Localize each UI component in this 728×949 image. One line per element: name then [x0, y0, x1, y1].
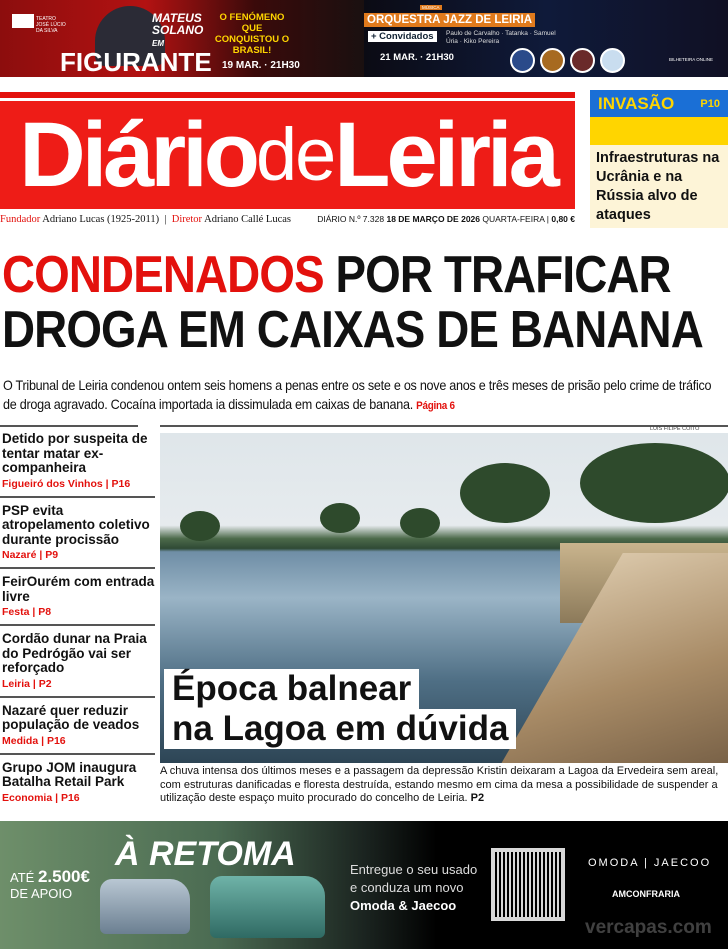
ad-copy-2: e conduza um novo: [350, 880, 464, 895]
brief-tag: Economia | P16: [2, 791, 80, 804]
photo-title-line2: na Lagoa em dúvida: [164, 709, 516, 749]
musician-photo: [540, 48, 565, 73]
jazz-category: MÚSICA: [422, 5, 440, 10]
brief-tag: Figueiró dos Vinhos | P16: [2, 477, 131, 490]
tree: [460, 463, 550, 523]
lagoon-photo[interactable]: [160, 433, 728, 763]
price: 0,80 €: [551, 214, 575, 224]
ad-headline: À RETOMA: [115, 835, 296, 873]
ad-brand-line: Omoda & Jaecoo: [350, 898, 457, 913]
weekday: QUARTA-FEIRA: [482, 214, 545, 224]
teaser-text: Infraestruturas na Ucrânia e na Rússia alvo de ataques: [596, 150, 720, 223]
car-image: [100, 879, 190, 934]
ad-figurante[interactable]: [0, 0, 364, 77]
show-date: 19 MAR. · 21H30: [222, 60, 300, 71]
brief-item[interactable]: [0, 432, 155, 498]
ad-omoda-jaecoo[interactable]: [0, 821, 728, 949]
logo-leiria: Leiria: [334, 104, 556, 206]
tree: [320, 503, 360, 533]
tree: [580, 443, 728, 523]
founder-label: Fundador: [0, 214, 41, 225]
dealer-logo: AMCONFRARIA: [612, 889, 680, 899]
newspaper-logo[interactable]: [0, 101, 575, 209]
show-title: FIGURANTE: [60, 47, 212, 77]
divider: [160, 425, 728, 427]
box-office: BILHETEIRA ONLINE: [669, 57, 714, 62]
wooden-pier: [490, 553, 728, 763]
lead-page-link[interactable]: Página 6: [416, 400, 455, 412]
divider: [0, 425, 138, 427]
director-label: Diretor: [171, 214, 203, 225]
lead-text: O Tribunal de Leiria condenou ontem seis homens a penas entre os sete e os nove anos e três meses de prisão pelo crime de tráfico de droga agravado. Cocaína importada ia dissimulada em caixas de banana.: [3, 377, 712, 412]
lead-paragraph: [3, 376, 728, 416]
founder: Adriano Lucas (1925-2011): [42, 214, 160, 225]
brief-title: PSP evita atropelamento coletivo durante procissão: [2, 502, 150, 547]
ad-amount: 2.500€: [37, 867, 90, 886]
theatre-logo-icon: [12, 14, 34, 28]
brief-tag: Festa | P8: [2, 606, 52, 618]
photo-caption: [160, 765, 728, 806]
masthead-rule: [0, 92, 575, 98]
brief-title: Detido por suspeita de tentar matar ex-companheira: [2, 431, 148, 475]
caption-page[interactable]: P2: [470, 792, 485, 804]
logo-de: de: [255, 113, 335, 196]
qr-code[interactable]: [491, 848, 565, 921]
tagline: O FENÓMENO QUE CONQUISTOU O BRASIL!: [214, 12, 290, 56]
jazz-date: 21 MAR. · 21H30: [380, 52, 454, 63]
brief-item[interactable]: [0, 504, 155, 570]
brief-title: Grupo JOM inaugura Batalha Retail Park: [2, 759, 137, 789]
brief-tag: Medida | P16: [2, 734, 66, 747]
musician-photo: [510, 48, 535, 73]
ad-amount-suffix: DE APOIO: [10, 886, 73, 901]
brief-item[interactable]: [0, 632, 155, 698]
brief-title: FeirOurém com entrada livre: [2, 574, 155, 604]
theatre-name: TEATRO JOSÉ LÚCIO DA SILVA: [36, 16, 66, 34]
headline-line1: POR TRAFICAR: [323, 246, 671, 304]
teaser-page: P10: [700, 97, 720, 110]
headline-red: CONDENADOS: [2, 246, 324, 304]
issue-date: 18 DE MARÇO DE 2026: [386, 214, 481, 224]
jazz-title: ORQUESTRA JAZZ DE LEIRIA: [364, 13, 535, 27]
photo-credit: LUÍS FILIPE COITO: [650, 426, 700, 432]
musician-photo: [570, 48, 595, 73]
jazz-names: Paulo de Carvalho · Tatanka · Samuel Úria · Kiko Pereira: [446, 30, 556, 45]
ad-amount-prefix: ATÉ: [10, 870, 35, 885]
sidebar-briefs: [0, 432, 155, 816]
brief-item[interactable]: [0, 761, 155, 810]
brief-item[interactable]: [0, 704, 155, 755]
director: Adriano Callé Lucas: [204, 214, 291, 225]
tree: [180, 511, 220, 541]
caption-text: A chuva intensa dos últimos meses e a passagem da depressão Kristin deixaram a Lagoa da Ervedeira sem areal, com estruturas danificadas e floresta destruída, estando mesmo em cima da mesa a possibilidade de suspender a utilização deste espaço muito procurado do concelho de Leiria.: [160, 765, 719, 804]
brief-item[interactable]: [0, 575, 155, 626]
photo-title-line1: Época balnear: [164, 669, 419, 709]
ukraine-flag-band: [590, 117, 728, 145]
brand-logo: OMODA | JAECOO: [588, 857, 712, 869]
musician-photo: [600, 48, 625, 73]
main-headline[interactable]: [2, 248, 728, 358]
star-em: EM: [152, 39, 164, 48]
ad-copy-1: Entregue o seu usado: [350, 862, 478, 877]
teaser-invasao[interactable]: [590, 90, 728, 228]
brief-title: Cordão dunar na Praia do Pedrógão vai ser reforçado: [2, 631, 147, 675]
masthead-info: Fundador Adriano Lucas (1925-2011) | Diretor Adriano Callé Lucas DIÁRIO N.º 7.328 18 DE MARÇO DE 2026 QUARTA-FEIRA | 0,80 €: [0, 214, 575, 225]
tree: [400, 508, 440, 538]
car-image: [210, 876, 325, 938]
teaser-label: INVASÃO: [598, 93, 675, 113]
brief-title: Nazaré quer reduzir população de veados: [2, 702, 140, 732]
headline-line2: DROGA EM CAIXAS DE BANANA: [2, 301, 703, 359]
brief-tag: Nazaré | P9: [2, 549, 59, 561]
jazz-guests: + Convidados: [368, 31, 437, 42]
issue-number: DIÁRIO N.º 7.328: [317, 214, 385, 224]
brief-tag: Leiria | P2: [2, 677, 52, 690]
logo-diario: Diário: [19, 104, 256, 206]
star-name: MATEUS SOLANO: [152, 11, 204, 37]
watermark: vercapas.com: [585, 917, 712, 938]
ad-jazz[interactable]: [364, 0, 728, 77]
